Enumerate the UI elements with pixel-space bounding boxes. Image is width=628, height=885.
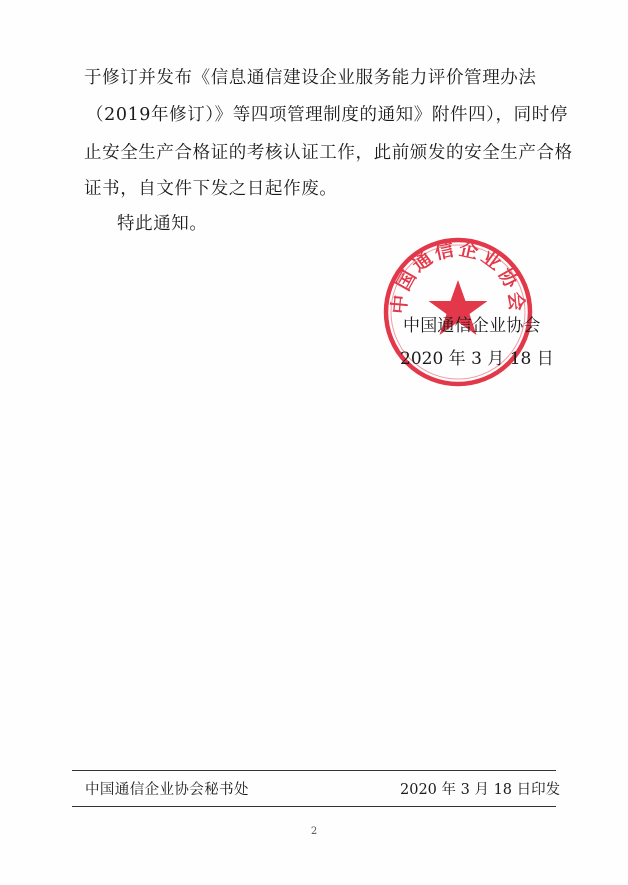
footer-divider-top <box>72 770 556 771</box>
body-text-line-3: 止安全生产合格证的考核认证工作，此前颁发的安全生产合格 <box>84 143 573 163</box>
signature-organization: 中国通信企业协会 <box>403 316 541 336</box>
footer-divider-bottom <box>72 806 556 807</box>
page-number: 2 <box>310 826 318 837</box>
footer-print-date: 2020 年 3 月 18 日印发 <box>400 782 561 798</box>
signature-date: 2020 年 3 月 18 日 <box>400 349 554 369</box>
body-text-line-2: （2019年修订）》等四项管理制度的通知》附件四），同时停 <box>86 105 568 125</box>
closing-text: 特此通知。 <box>117 214 208 234</box>
body-text-line-1: 于修订并发布《信息通信建设企业服务能力评价管理办法 <box>84 68 537 88</box>
body-text-line-4: 证书，自文件下发之日起作废。 <box>84 179 338 199</box>
svg-text:中国通信企业协会: 中国通信企业协会 <box>388 237 528 315</box>
footer-issuer: 中国通信企业协会秘书处 <box>85 782 249 798</box>
